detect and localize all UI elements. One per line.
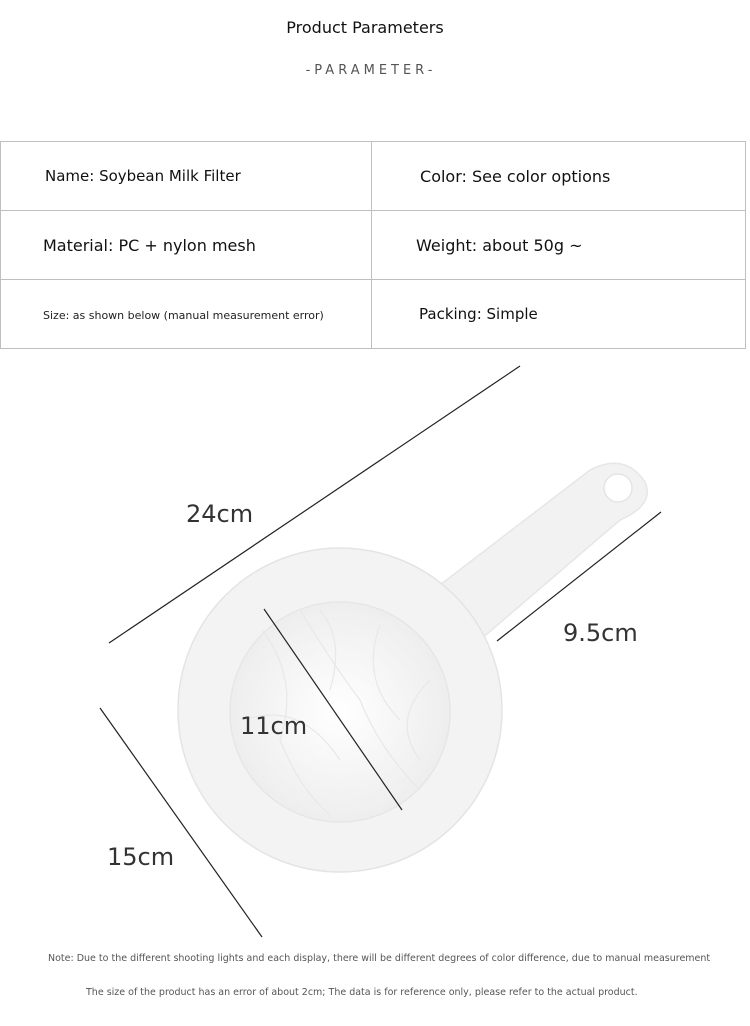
page-subtitle: -PARAMETER- bbox=[305, 63, 437, 78]
color-cell bbox=[372, 142, 746, 211]
weight-cell bbox=[372, 211, 746, 280]
name-cell bbox=[1, 142, 372, 211]
table-row bbox=[1, 211, 746, 280]
table-row bbox=[1, 280, 746, 349]
hang-hole-icon bbox=[604, 474, 632, 502]
length-label: 24cm bbox=[186, 500, 254, 528]
table-row bbox=[1, 142, 746, 211]
outer-diameter-label: 15cm bbox=[107, 843, 175, 871]
inner-diameter-label: 11cm bbox=[240, 712, 308, 740]
page-title: Product Parameters bbox=[286, 18, 444, 37]
packing-value: Packing: Simple bbox=[419, 305, 538, 323]
filter-handle bbox=[440, 463, 647, 640]
material-value: Material: PC + nylon mesh bbox=[43, 235, 256, 255]
size-value: Size: as shown below (manual measurement error) bbox=[43, 309, 324, 322]
note-line-1: Note: Due to the different shooting lights and each display, there will be different degrees of color difference, due to manual measurement bbox=[48, 953, 711, 964]
material-cell bbox=[1, 211, 372, 280]
handle-label: 9.5cm bbox=[563, 619, 638, 647]
note-line-2: The size of the product has an error of about 2cm; The data is for reference only, please refer to the actual product. bbox=[86, 987, 638, 998]
packing-cell bbox=[372, 280, 746, 349]
name-value: Name: Soybean Milk Filter bbox=[45, 167, 241, 185]
size-cell bbox=[1, 280, 372, 349]
weight-value: Weight: about 50g ~ bbox=[416, 235, 583, 255]
color-value: Color: See color options bbox=[420, 166, 611, 186]
parameter-table bbox=[0, 141, 746, 349]
